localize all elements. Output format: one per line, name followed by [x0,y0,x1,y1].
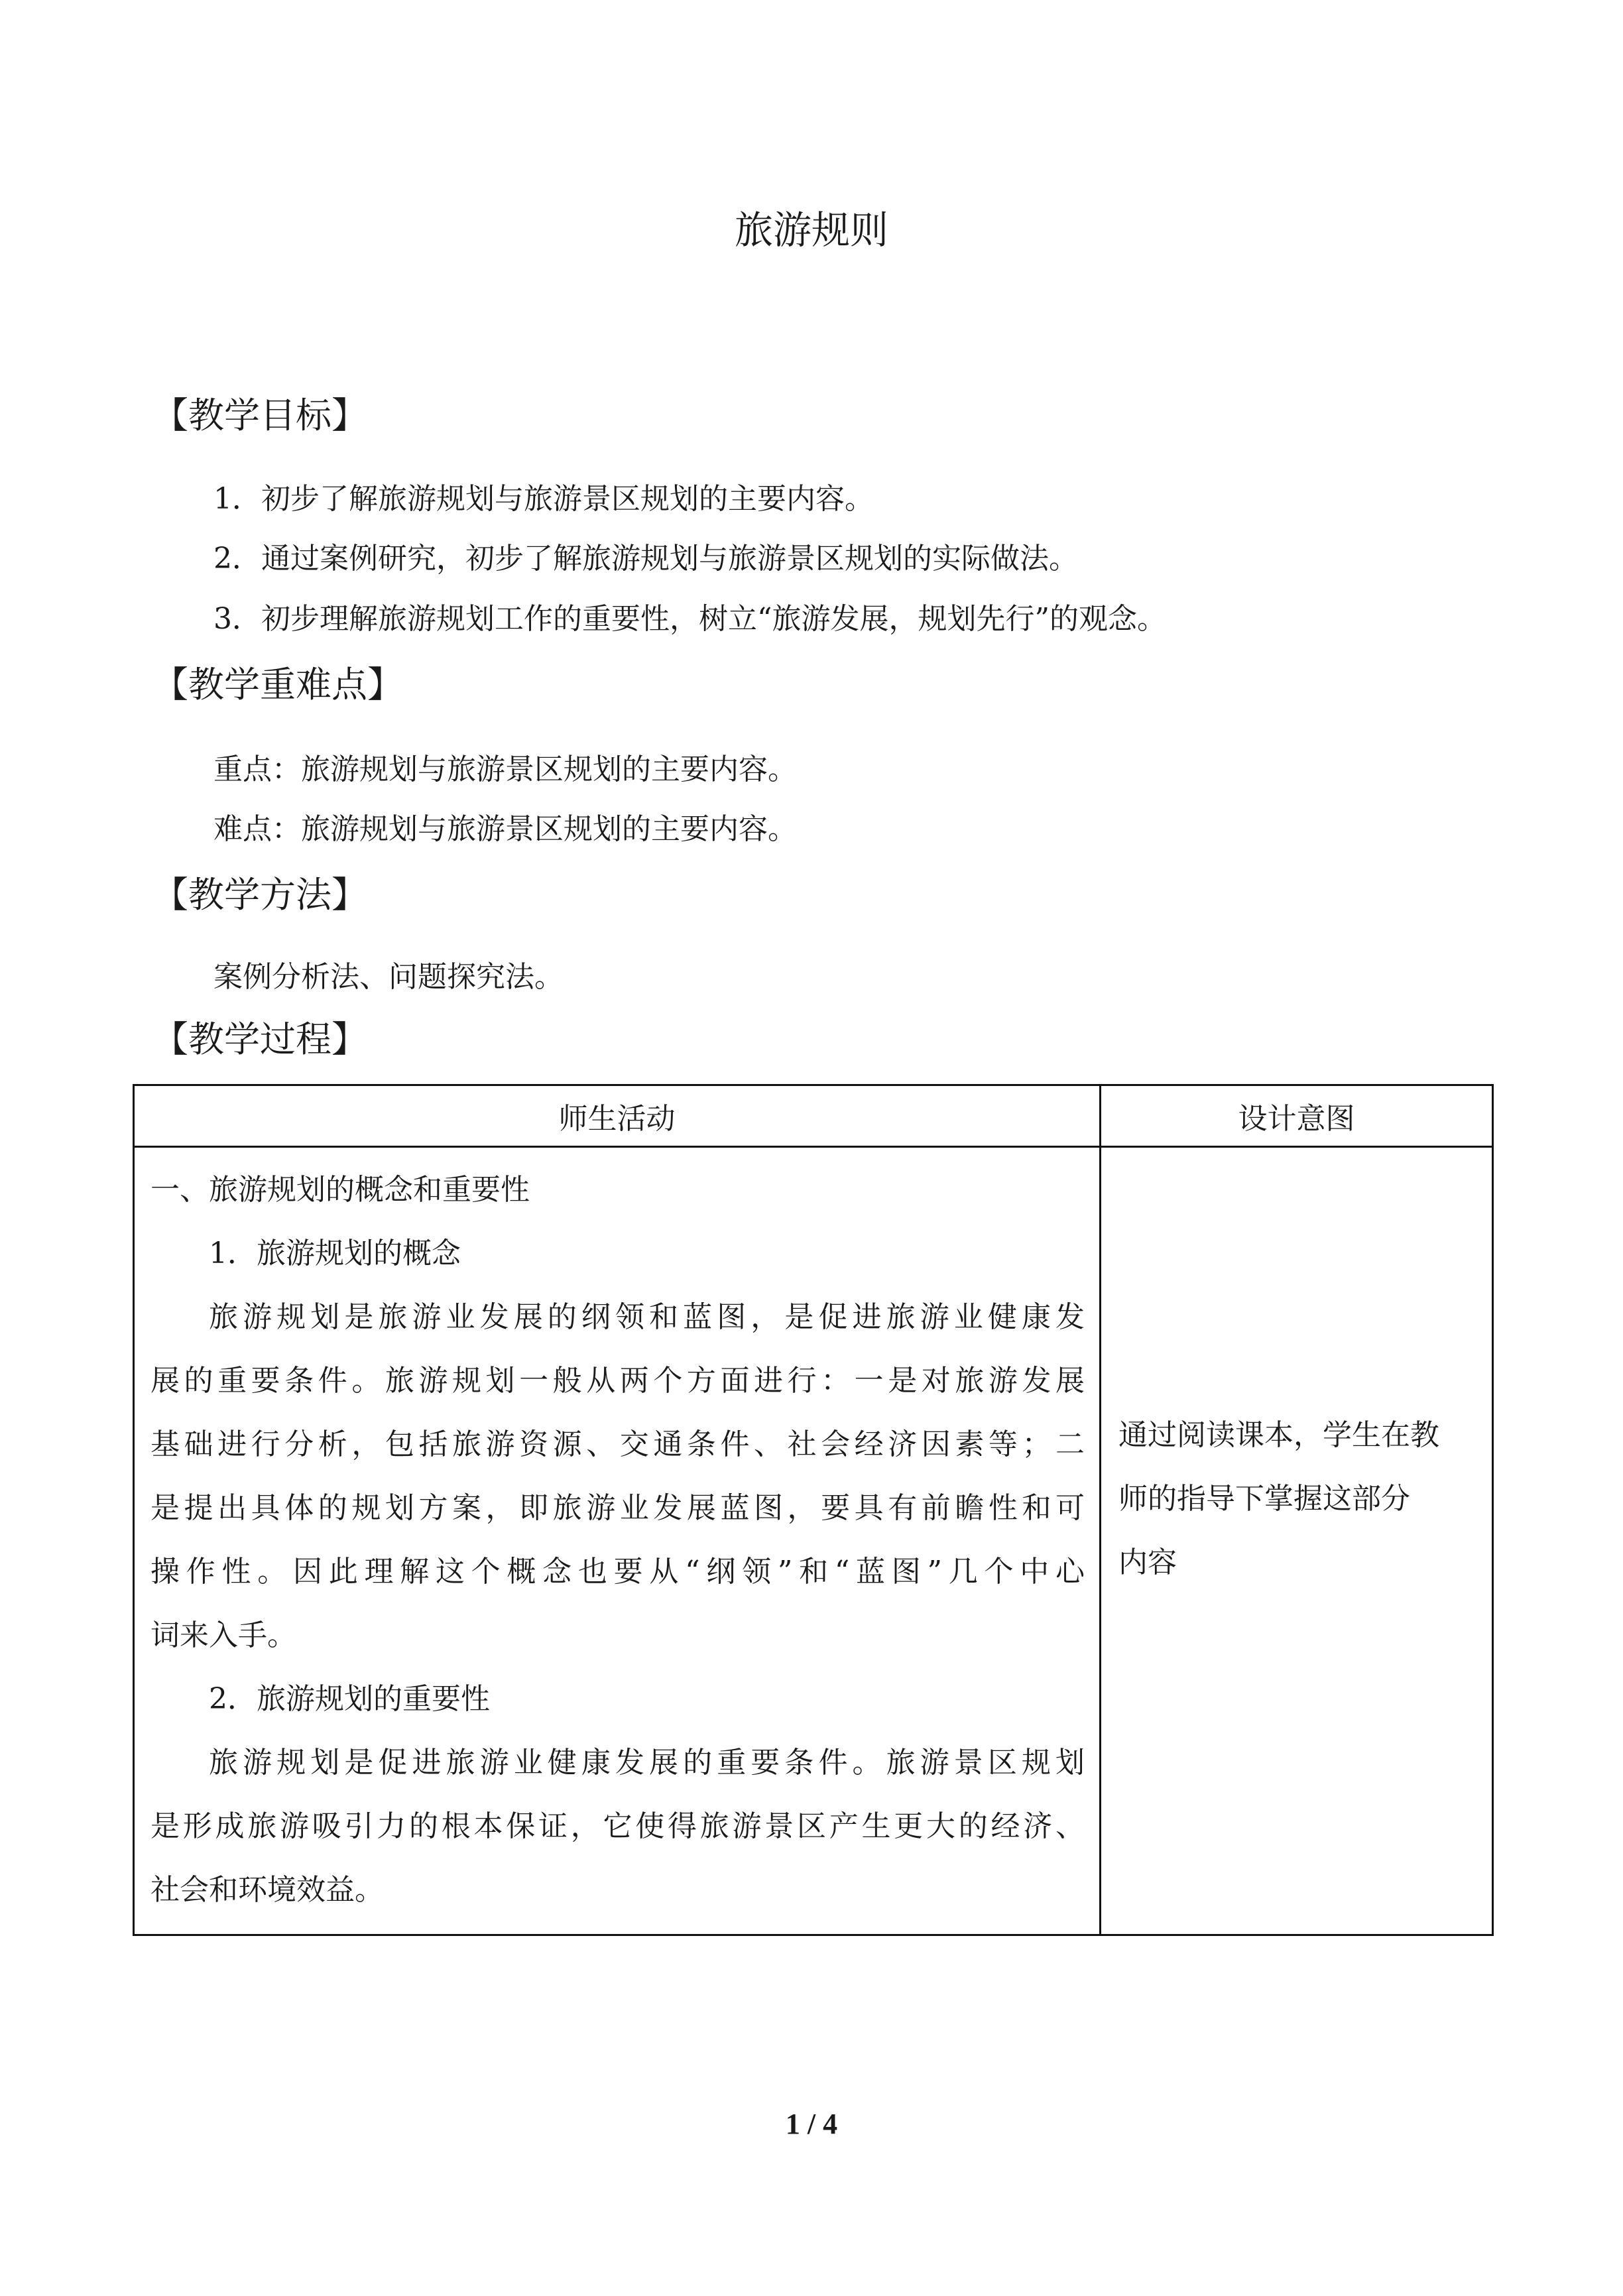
activity-text-line: 旅游规划是促进旅游业健康发展的重要条件。旅游景区规划 [209,1746,1085,1780]
design-intent-cell [1101,1147,1493,1935]
activity-text-line: 词来入手。 [150,1618,296,1652]
activity-subheading-concept: 1．旅游规划的概念 [209,1237,461,1270]
table-header-activities: 师生活动 [134,1085,1101,1147]
activity-text-line: 展的重要条件。旅游规划一般从两个方面进行：一是对旅游发展 [150,1364,1085,1398]
objective-item-3: 3．初步理解旅游规划工作的重要性，树立“旅游发展，规划先行”的观念。 [213,602,1166,636]
activities-cell [134,1147,1101,1935]
objective-item-2: 2．通过案例研究，初步了解旅游规划与旅游景区规划的实际做法。 [213,542,1078,575]
activity-text-line: 旅游规划是旅游业发展的纲领和蓝图，是促进旅游业健康发 [209,1300,1085,1334]
activity-text-line: 是提出具体的规划方案，即旅游业发展蓝图，要具有前瞻性和可 [150,1491,1085,1525]
objective-item-1: 1．初步了解旅游规划与旅游景区规划的主要内容。 [213,482,874,516]
activity-text-line: 基础进行分析，包括旅游资源、交通条件、社会经济因素等；二 [150,1427,1085,1461]
section-heading-process: 【教学过程】 [152,1018,367,1060]
activity-subheading-importance: 2．旅游规划的重要性 [209,1682,490,1716]
design-intent-line: 通过阅读课本，学生在教 [1118,1418,1439,1452]
section-heading-objectives: 【教学目标】 [152,394,367,436]
table-row [134,1147,1493,1935]
table-header-row [134,1085,1493,1147]
design-intent-line: 内容 [1118,1545,1177,1579]
activity-heading: 一、旅游规划的概念和重要性 [150,1173,530,1207]
design-intent-line: 师的指导下掌握这部分 [1118,1482,1410,1516]
page-title: 旅游规则 [734,208,888,253]
activity-text-line: 是形成旅游吸引力的根本保证，它使得旅游景区产生更大的经济、 [150,1809,1085,1843]
activity-text-line: 操作性。因此理解这个概念也要从“纲领”和“蓝图”几个中心 [150,1555,1085,1589]
key-point-item: 重点：旅游规划与旅游景区规划的主要内容。 [213,753,797,786]
difficult-point-item: 难点：旅游规划与旅游景区规划的主要内容。 [213,812,797,846]
section-heading-key-points: 【教学重难点】 [152,664,403,705]
page-number: 1 / 4 [785,2108,838,2140]
process-table [133,1084,1494,1936]
activity-text-line: 社会和环境效益。 [150,1873,384,1907]
section-heading-methods: 【教学方法】 [152,874,367,916]
table-header-design-intent: 设计意图 [1101,1085,1493,1147]
methods-text: 案例分析法、问题探究法。 [213,960,564,994]
